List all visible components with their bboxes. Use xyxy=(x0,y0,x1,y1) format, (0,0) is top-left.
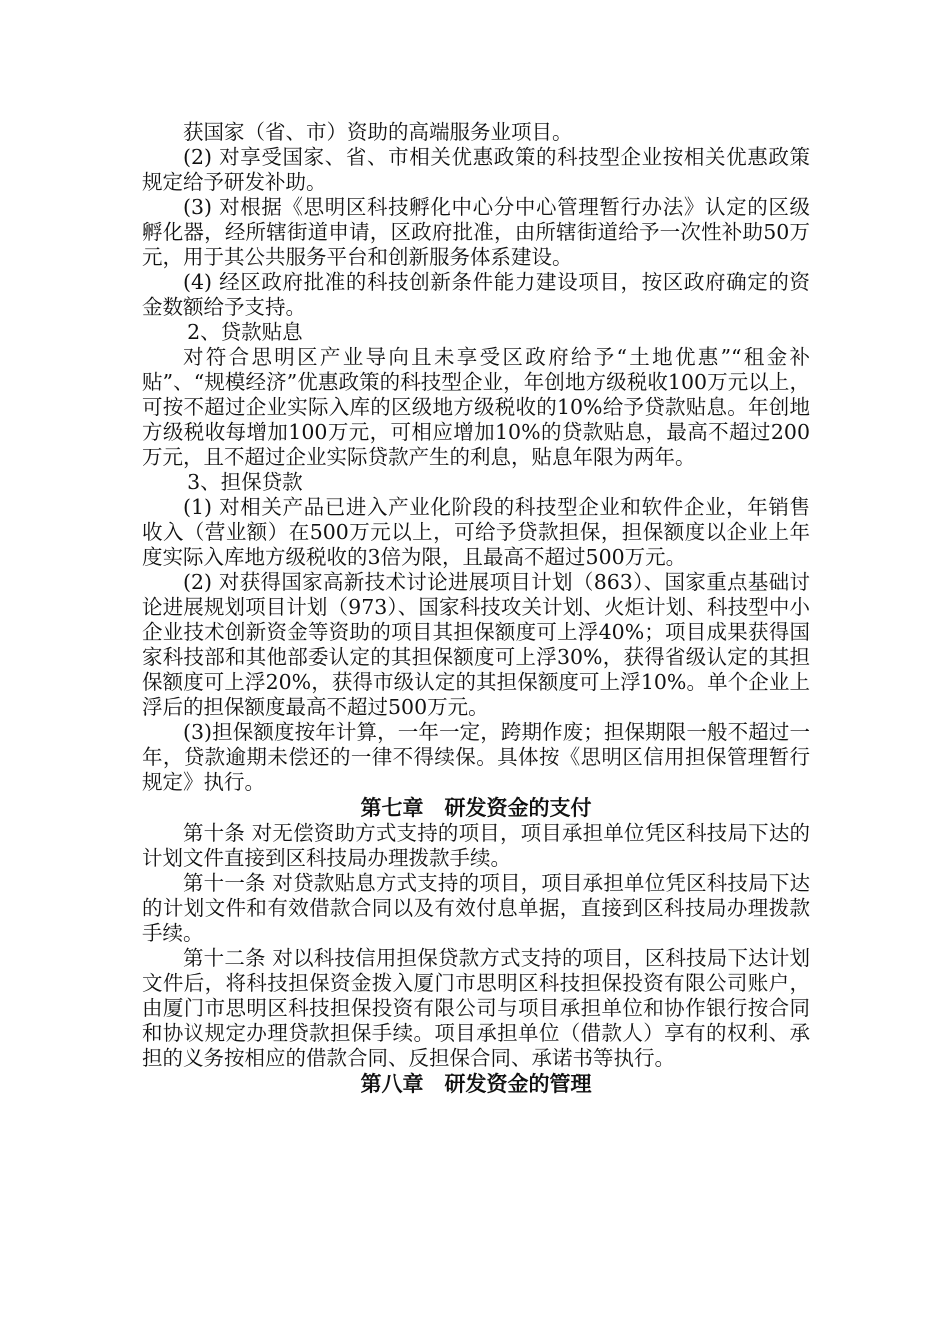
paragraph-guarantee-3: (3)担保额度按年计算，一年一定，跨期作废；担保期限一般不超过一年，贷款逾期未偿还的一律不得续保。具体按《思明区信用担保管理暂行规定》执行。 xyxy=(142,720,810,794)
paragraph-item-4-capacity: (4) 经区政府批准的科技创新条件能力建设项目，按区政府确定的资金数额给予支持。 xyxy=(142,270,810,319)
subheading-loan-interest: 2、贷款贴息 xyxy=(187,320,303,344)
subheading-guarantee-loan: 3、担保贷款 xyxy=(187,470,303,494)
article-10: 第十条 对无偿资助方式支持的项目，项目承担单位凭区科技局下达的计划文件直接到区科技局办理拨款手续。 xyxy=(142,821,810,870)
paragraph-loan-interest: 对符合思明区产业导向且未享受区政府给予“土地优惠”“租金补贴”、“规模经济”优惠政策的科技型企业，年创地方级税收100万元以上，可按不超过企业实际入库的区级地方级税收的10%给予贷款贴息。年创地方级税收每增加100万元，可相应增加10%的贷款贴息，最高不超过200万元，且不超过企业实际贷款产生的利息，贴息年限为两年。 xyxy=(142,345,810,469)
chapter-8-title: 第八章 研发资金的管理 xyxy=(360,1071,592,1096)
paragraph-award-projects: 获国家（省、市）资助的高端服务业项目。 xyxy=(183,120,573,144)
paragraph-item-3-incubator: (3) 对根据《思明区科技孵化中心分中心管理暂行办法》认定的区级孵化器，经所辖街道申请，区政府批准，由所辖街道给予一次性补助50万元，用于其公共服务平台和创新服务体系建设。 xyxy=(142,195,810,269)
article-11: 第十一条 对贷款贴息方式支持的项目，项目承担单位凭区科技局下达的计划文件和有效借款合同以及有效付息单据，直接到区科技局办理拨款手续。 xyxy=(142,871,810,945)
article-12: 第十二条 对以科技信用担保贷款方式支持的项目，区科技局下达计划文件后，将科技担保资金拨入厦门市思明区科技担保投资有限公司账户，由厦门市思明区科技担保投资有限公司与项目承担单位和协作银行按合同和协议规定办理贷款担保手续。项目承担单位（借款人）享有的权利、承担的义务按相应的借款合同、反担保合同、承诺书等执行。 xyxy=(142,946,810,1070)
paragraph-guarantee-2: (2) 对获得国家高新技术讨论进展项目计划（863）、国家重点基础讨论进展规划项目计划（973）、国家科技攻关计划、火炬计划、科技型中小企业技术创新资金等资助的项目其担保额度可上浮40%；项目成果获得国家科技部和其他部委认定的其担保额度可上浮30%，获得省级认定的其担保额度可上浮20%，获得市级认定的其担保额度可上浮10%。单个企业上浮后的担保额度最高不超过500万元。 xyxy=(142,570,810,719)
chapter-7-title: 第七章 研发资金的支付 xyxy=(360,795,592,820)
document-page xyxy=(142,120,810,1097)
paragraph-guarantee-1: (1) 对相关产品已进入产业化阶段的科技型企业和软件企业，年销售收入（营业额）在500万元以上，可给予贷款担保，担保额度以企业上年度实际入库地方级税收的3倍为限，且最高不超过500万元。 xyxy=(142,495,810,569)
paragraph-item-2-rd-subsidy: (2) 对享受国家、省、市相关优惠政策的科技型企业按相关优惠政策规定给予研发补助。 xyxy=(142,145,810,194)
